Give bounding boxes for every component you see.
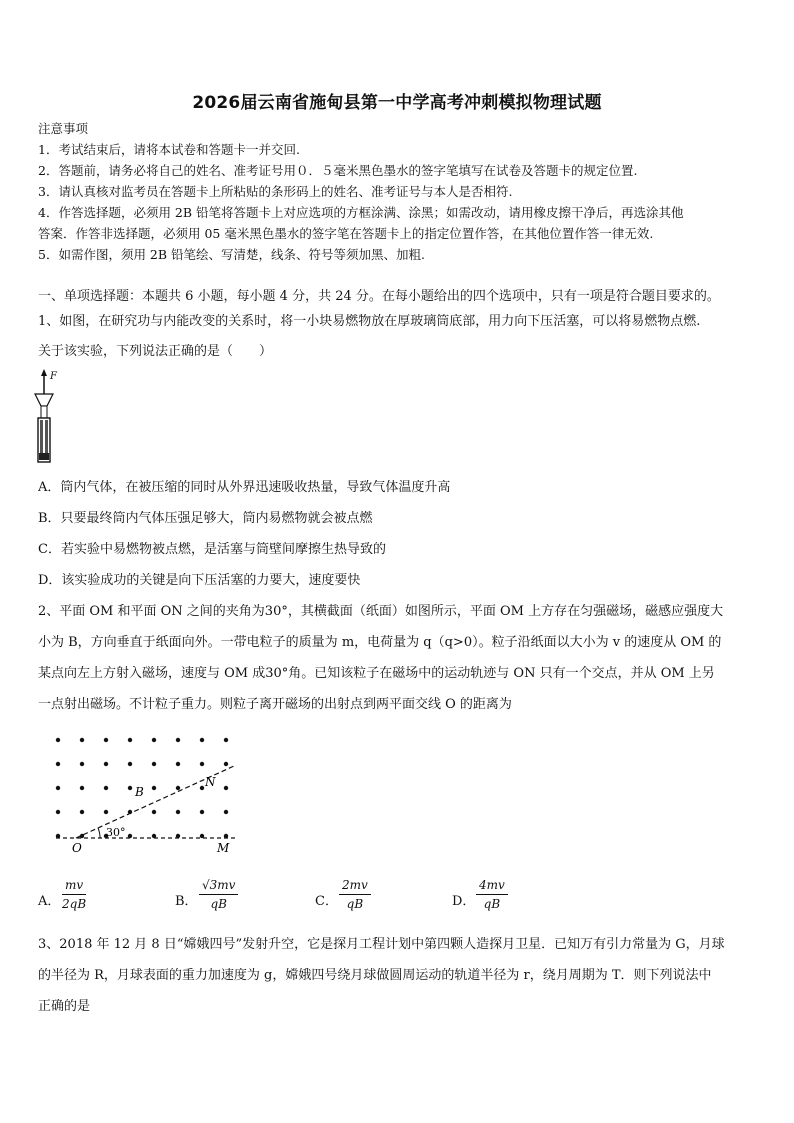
- field-dot: [56, 786, 60, 790]
- notice-item: 1．考试结束后，请将本试卷和答题卡一并交回.: [38, 142, 300, 157]
- field-dot: [104, 786, 108, 790]
- label-b: B: [135, 785, 144, 799]
- fraction-numerator: 4mv: [476, 878, 508, 895]
- q1-option-c: C．若实验中易燃物被点燃，是活塞与筒壁间摩擦生热导致的: [38, 542, 386, 557]
- q1-stem-line: 关于该实验，下列说法正确的是（ ）: [38, 344, 273, 359]
- q2-option-c-fraction: [339, 878, 371, 911]
- field-dot: [176, 810, 180, 814]
- q3-stem-line: 的半径为 R，月球表面的重力加速度为 g，嫦娥四号绕月球做圆周运动的轨道半径为 r，绕月周期为 T．则下列说法中: [38, 968, 712, 983]
- field-dot: [80, 762, 84, 766]
- label-m: M: [217, 841, 230, 855]
- field-dot: [200, 786, 204, 790]
- fraction-denominator: qB: [210, 897, 227, 911]
- fraction-denominator: qB: [346, 897, 364, 911]
- q3-stem-line: 3、2018 年 12 月 8 日“嫦娥四号”发射升空，它是探月工程计划中第四颗人造探月卫星．已知万有引力常量为 G，月球: [38, 937, 725, 952]
- field-dot: [152, 786, 156, 790]
- field-dot: [56, 762, 60, 766]
- q1-option-a: A．筒内气体，在被压缩的同时从外界迅速吸收热量，导致气体温度升高: [38, 480, 451, 495]
- field-dot: [152, 762, 156, 766]
- field-dot: [104, 762, 108, 766]
- angle-label: 30°: [106, 826, 126, 839]
- field-dot: [224, 786, 228, 790]
- q1-option-b: B．只要最终筒内气体压强足够大，筒内易燃物就会被点燃: [38, 511, 373, 526]
- q1-option-d: D．该实验成功的关键是向下压活塞的力要大，速度要快: [38, 573, 361, 588]
- fraction-denominator: qB: [483, 897, 501, 911]
- fraction-numerator: √3mv: [199, 878, 238, 895]
- q2-option-a-fraction: [62, 878, 86, 911]
- field-dot: [80, 810, 84, 814]
- field-dot: [56, 738, 60, 742]
- q1-syringe-figure: [30, 368, 70, 468]
- field-dot: [200, 810, 204, 814]
- notice-item: 答案．作答非选择题，必须用 05 毫米黑色墨水的签字笔在答题卡上的指定位置作答，在其他位置作答一律无效.: [38, 226, 654, 241]
- q3-stem-line: 正确的是: [38, 999, 91, 1014]
- notice-item: 3．请认真核对监考员在答题卡上所粘贴的条形码上的姓名、准考证号与本人是否相符.: [38, 184, 513, 199]
- q2-stem-line: 某点向左上方射入磁场，速度与 OM 成30°角。已知该粒子在磁场中的运动轨迹与 ON 只有一个交点，并从 OM 上另: [38, 666, 715, 681]
- q1-stem-line: 1、如图，在研究功与内能改变的关系时，将一小块易燃物放在厚玻璃筒底部，用力向下压活塞，可以将易燃物点燃.: [38, 314, 701, 329]
- field-dot: [224, 810, 228, 814]
- notice-item: 4．作答选择题，必须用 2B 铅笔将答题卡上对应选项的方框涂满、涂黑；如需改动，请用橡皮擦干净后，再选涂其他: [38, 205, 684, 220]
- fraction-numerator: mv: [62, 878, 86, 895]
- q2-stem-line: 2、平面 OM 和平面 ON 之间的夹角为30°，其横截面（纸面）如图所示，平面 OM 上方存在匀强磁场，磁感应强度大: [38, 604, 724, 619]
- q2-option-b-fraction: [199, 878, 238, 911]
- notice-heading: 注意事项: [38, 121, 89, 136]
- field-dot: [104, 810, 108, 814]
- field-dot: [56, 810, 60, 814]
- notice-item: 5．如需作图，须用 2B 铅笔绘、写清楚，线条、符号等须加黑、加粗.: [38, 247, 426, 262]
- field-dot: [176, 738, 180, 742]
- field-dot: [200, 762, 204, 766]
- q2-option-a-letter: A．: [38, 894, 61, 909]
- field-dot: [224, 762, 228, 766]
- field-dot: [200, 738, 204, 742]
- notice-item: 2．答题前，请务必将自己的姓名、准考证号用０．５毫米黑色墨水的签字笔填写在试卷及答题卡的规定位置.: [38, 163, 638, 178]
- field-dot: [80, 786, 84, 790]
- field-dot: [80, 738, 84, 742]
- field-dot: [152, 738, 156, 742]
- q2-option-d-fraction: [476, 878, 508, 911]
- q2-option-b-letter: B．: [175, 894, 198, 909]
- field-dot: [176, 786, 180, 790]
- field-dot: [128, 738, 132, 742]
- q2-option-d-letter: D．: [452, 894, 476, 909]
- label-n: N: [205, 775, 216, 789]
- page-title: 2026届云南省施甸县第一中学高考冲刺模拟物理试题: [192, 93, 602, 113]
- force-label: F: [50, 371, 57, 382]
- q2-stem-line: 一点射出磁场。不计粒子重力。则粒子离开磁场的出射点到两平面交线 O 的距离为: [38, 697, 512, 712]
- field-dot: [224, 738, 228, 742]
- field-dot: [176, 762, 180, 766]
- q2-stem-line: 小为 B，方向垂直于纸面向外。一带电粒子的质量为 m，电荷量为 q（q>0）。粒子沿纸面以大小为 v 的速度从 OM 的: [38, 635, 722, 650]
- label-o: O: [72, 841, 82, 855]
- section-heading: 一、单项选择题：本题共 6 小题，每小题 4 分，共 24 分。在每小题给出的四个选项中，只有一项是符合题目要求的。: [38, 289, 720, 304]
- field-dot: [152, 810, 156, 814]
- field-dot: [104, 738, 108, 742]
- q2-magnetic-field-figure: [48, 730, 248, 860]
- field-dot: [128, 786, 132, 790]
- field-dot: [128, 762, 132, 766]
- fraction-denominator: 2qB: [62, 897, 87, 911]
- fraction-numerator: 2mv: [339, 878, 371, 895]
- q2-option-c-letter: C．: [315, 894, 338, 909]
